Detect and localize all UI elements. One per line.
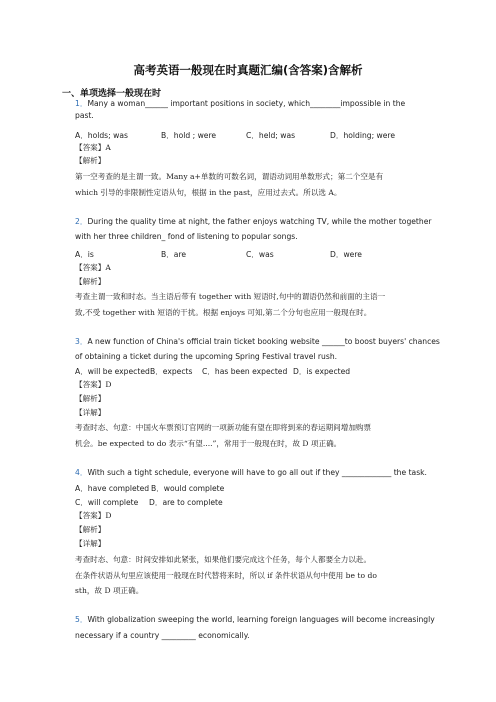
option-c: C．was (246, 250, 274, 259)
explanation-line: 机会。be expected to do 表示“有望....”，常用于一般现在时，故 D 项正确。 (75, 439, 342, 448)
option-d: D．are to complete (149, 498, 223, 507)
answer-label: 【答案】D (75, 511, 112, 520)
question-text-continued: with her three children_ fond of listening to popular songs. (75, 232, 298, 241)
answer-label: 【答案】A (75, 143, 111, 152)
analysis-label: 【解析】 (75, 394, 106, 403)
section-heading: 一、单项选择一般现在时 (62, 89, 162, 99)
question-text: Many a woman______ important positions in society, which________impossible in the (87, 99, 406, 108)
question-text-continued: of obtaining a ticket during the upcoming Spring Festival travel rush. (75, 352, 338, 361)
option-d: D．holding; were (330, 131, 396, 140)
option-c: C．has been expected (202, 367, 288, 376)
explanation-line: which 引导的非限制性定语从句，根据 in the past，应用过去式。所以选 A。 (75, 188, 342, 197)
explanation-line: 第一空考查的是主谓一致。Many a+单数的可数名词，谓语动词用单数形式；第二个空是有 (75, 172, 384, 181)
option-a: A．holds; was (75, 131, 128, 140)
question-text: With globalization sweeping the world, learning foreign languages will become increasingly (87, 615, 435, 624)
option-a: A．have completed (75, 484, 150, 493)
question-number: 1． (75, 99, 88, 108)
question-1 (75, 99, 405, 109)
explanation-line: sth，故 D 项正确。 (75, 586, 144, 595)
explanation-line: 考查主谓一致和时态。当主语后带有 together with 短语时,句中的谓语仍然和前面的主语一 (75, 292, 386, 301)
question-5 (75, 615, 435, 625)
question-number: 3． (75, 337, 88, 346)
analysis-label: 【解析】 (75, 525, 106, 534)
question-text: During the quality time at night, the father enjoys watching TV, while the mother together (87, 217, 432, 226)
option-c: C．held; was (246, 131, 296, 140)
analysis-label: 【解析】 (75, 156, 106, 165)
question-text-continued: past. (75, 111, 94, 120)
explanation-line: 在条件状语从句里应该使用一般现在时代替将来时，所以 if 条件状语从句中使用 be to do (75, 571, 377, 580)
option-b: B．hold ; were (161, 131, 217, 140)
option-d: D．is expected (293, 367, 351, 376)
answer-label: 【答案】D (75, 380, 112, 389)
analysis-label: 【解析】 (75, 277, 106, 286)
question-text: With such a tight schedule, everyone will have to go all out if they _____________ the task. (87, 468, 427, 477)
explanation-line: 致,不受 together with 短语的干扰。根据 enjoys 可知,第二个分句也应用一般现在时。 (75, 308, 372, 317)
question-text: A new function of China's official train ticket booking website ______to boost buyers' chances (87, 337, 440, 346)
answer-label: 【答案】A (75, 263, 111, 272)
question-3 (75, 337, 440, 347)
option-b: B．would complete (151, 484, 225, 493)
explanation-line: 考查时态、句意：时间安排如此紧张，如果他们要完成这个任务，每个人都要全力以赴。 (75, 555, 372, 564)
explanation-line: 考查时态、句意：中国火车票预订官网的一项新功能有望在即将到来的春运期间增加购票 (75, 423, 372, 432)
option-b: B．are (161, 250, 187, 259)
question-2 (75, 217, 432, 227)
question-number: 5． (75, 615, 88, 624)
option-a: A．will be expected (75, 367, 150, 376)
option-d: D．were (330, 250, 362, 259)
option-c: C．will complete (75, 498, 139, 507)
question-4 (75, 468, 427, 478)
question-number: 2． (75, 217, 88, 226)
option-b: B．expects (150, 367, 193, 376)
question-number: 4． (75, 468, 88, 477)
detail-label: 【详解】 (75, 408, 106, 417)
question-text-continued: necessary if a country _________ economically. (75, 631, 250, 640)
option-a: A．is (75, 250, 94, 259)
detail-label: 【详解】 (75, 539, 106, 548)
document-title: 高考英语一般现在时真题汇编(含答案)含解析 (133, 63, 363, 77)
